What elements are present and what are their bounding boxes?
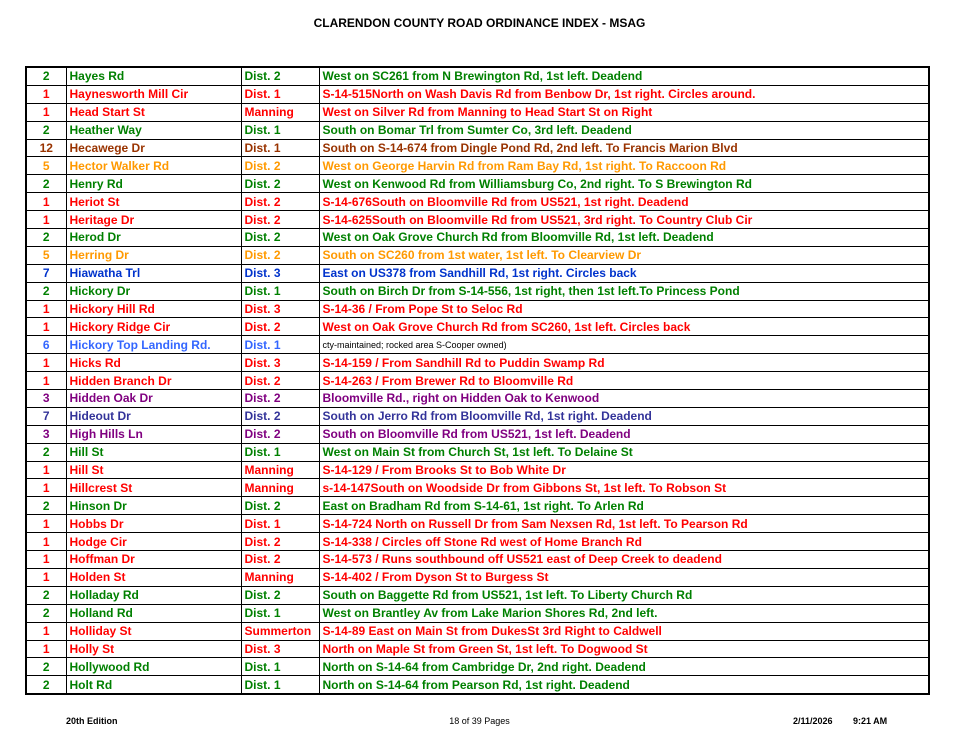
road-name-cell: Hoffman Dr bbox=[66, 551, 241, 569]
table-row bbox=[26, 229, 929, 247]
directions-cell: S-14-573 / Runs southbound off US521 east of Deep Creek to deadend bbox=[319, 551, 929, 569]
district-cell: Dist. 1 bbox=[241, 658, 319, 676]
directions-cell: South on Birch Dr from S-14-556, 1st right, then 1st left.To Princess Pond bbox=[319, 282, 929, 300]
road-name-cell: Hector Walker Rd bbox=[66, 157, 241, 175]
road-name-cell: Head Start St bbox=[66, 103, 241, 121]
road-name-cell: Holland Rd bbox=[66, 604, 241, 622]
district-cell: Dist. 2 bbox=[241, 193, 319, 211]
road-name-cell: Hideout Dr bbox=[66, 407, 241, 425]
district-cell: Dist. 1 bbox=[241, 676, 319, 694]
route-count-cell: 1 bbox=[26, 372, 66, 390]
route-count-cell: 2 bbox=[26, 497, 66, 515]
road-name-cell: Hollywood Rd bbox=[66, 658, 241, 676]
directions-cell: Bloomville Rd., right on Hidden Oak to Kenwood bbox=[319, 390, 929, 408]
table-row bbox=[26, 425, 929, 443]
district-cell: Dist. 2 bbox=[241, 318, 319, 336]
directions-cell: West on Oak Grove Church Rd from SC260, 1st left. Circles back bbox=[319, 318, 929, 336]
directions-cell: West on Silver Rd from Manning to Head Start St on Right bbox=[319, 103, 929, 121]
table-row bbox=[26, 264, 929, 282]
district-cell: Dist. 1 bbox=[241, 282, 319, 300]
district-cell: Dist. 2 bbox=[241, 425, 319, 443]
table-row bbox=[26, 622, 929, 640]
directions-cell: North on Maple St from Green St, 1st left. To Dogwood St bbox=[319, 640, 929, 658]
district-cell: Dist. 2 bbox=[241, 586, 319, 604]
road-name-cell: Holly St bbox=[66, 640, 241, 658]
table-row bbox=[26, 282, 929, 300]
table-row bbox=[26, 551, 929, 569]
table-row bbox=[26, 497, 929, 515]
route-count-cell: 1 bbox=[26, 300, 66, 318]
table-row bbox=[26, 157, 929, 175]
district-cell: Dist. 3 bbox=[241, 354, 319, 372]
road-name-cell: Hodge Cir bbox=[66, 533, 241, 551]
route-count-cell: 1 bbox=[26, 103, 66, 121]
district-cell: Summerton bbox=[241, 622, 319, 640]
route-count-cell: 1 bbox=[26, 354, 66, 372]
table-row bbox=[26, 533, 929, 551]
route-count-cell: 7 bbox=[26, 264, 66, 282]
road-index-table bbox=[25, 66, 930, 695]
directions-cell: North on S-14-64 from Pearson Rd, 1st right. Deadend bbox=[319, 676, 929, 694]
road-name-cell: High Hills Ln bbox=[66, 425, 241, 443]
table-row bbox=[26, 604, 929, 622]
page-title: CLARENDON COUNTY ROAD ORDINANCE INDEX - MSAG bbox=[313, 16, 646, 30]
directions-cell: S-14-676South on Bloomville Rd from US521, 1st right. Deadend bbox=[319, 193, 929, 211]
road-name-cell: Hickory Ridge Cir bbox=[66, 318, 241, 336]
district-cell: Dist. 1 bbox=[241, 604, 319, 622]
district-cell: Dist. 2 bbox=[241, 551, 319, 569]
road-name-cell: Hayes Rd bbox=[66, 67, 241, 85]
route-count-cell: 6 bbox=[26, 336, 66, 354]
table-row bbox=[26, 318, 929, 336]
route-count-cell: 2 bbox=[26, 676, 66, 694]
road-name-cell: Heriot St bbox=[66, 193, 241, 211]
directions-cell: S-14-724 North on Russell Dr from Sam Nexsen Rd, 1st left. To Pearson Rd bbox=[319, 515, 929, 533]
road-name-cell: Hicks Rd bbox=[66, 354, 241, 372]
directions-cell: West on Brantley Av from Lake Marion Shores Rd, 2nd left. bbox=[319, 604, 929, 622]
directions-cell: S-14-36 / From Pope St to Seloc Rd bbox=[319, 300, 929, 318]
directions-cell: West on Kenwood Rd from Williamsburg Co, 2nd right. To S Brewington Rd bbox=[319, 175, 929, 193]
road-name-cell: Hill St bbox=[66, 443, 241, 461]
district-cell: Dist. 2 bbox=[241, 407, 319, 425]
district-cell: Dist. 1 bbox=[241, 443, 319, 461]
route-count-cell: 1 bbox=[26, 85, 66, 103]
directions-cell: cty-maintained; rocked area S-Cooper owned) bbox=[319, 336, 929, 354]
directions-cell: S-14-159 / From Sandhill Rd to Puddin Swamp Rd bbox=[319, 354, 929, 372]
table-row bbox=[26, 390, 929, 408]
directions-cell: s-14-147South on Woodside Dr from Gibbons St, 1st left. To Robson St bbox=[319, 479, 929, 497]
district-cell: Dist. 2 bbox=[241, 390, 319, 408]
route-count-cell: 12 bbox=[26, 139, 66, 157]
road-name-cell: Haynesworth Mill Cir bbox=[66, 85, 241, 103]
table-row bbox=[26, 246, 929, 264]
directions-cell: West on George Harvin Rd from Ram Bay Rd, 1st right. To Raccoon Rd bbox=[319, 157, 929, 175]
road-name-cell: Hickory Hill Rd bbox=[66, 300, 241, 318]
table-row bbox=[26, 300, 929, 318]
road-name-cell: Holden St bbox=[66, 568, 241, 586]
route-count-cell: 1 bbox=[26, 551, 66, 569]
route-count-cell: 1 bbox=[26, 318, 66, 336]
directions-cell: South on Baggette Rd from US521, 1st left. To Liberty Church Rd bbox=[319, 586, 929, 604]
route-count-cell: 2 bbox=[26, 67, 66, 85]
road-name-cell: Hill St bbox=[66, 461, 241, 479]
district-cell: Manning bbox=[241, 461, 319, 479]
directions-cell: East on Bradham Rd from S-14-61, 1st right. To Arlen Rd bbox=[319, 497, 929, 515]
road-name-cell: Hickory Top Landing Rd. bbox=[66, 336, 241, 354]
route-count-cell: 1 bbox=[26, 533, 66, 551]
table-row bbox=[26, 103, 929, 121]
table-row bbox=[26, 479, 929, 497]
print-time: 9:21 AM bbox=[853, 716, 888, 726]
road-name-cell: Heather Way bbox=[66, 121, 241, 139]
table-row bbox=[26, 586, 929, 604]
road-name-cell: Hidden Oak Dr bbox=[66, 390, 241, 408]
directions-cell: S-14-402 / From Dyson St to Burgess St bbox=[319, 568, 929, 586]
table-row bbox=[26, 175, 929, 193]
route-count-cell: 1 bbox=[26, 211, 66, 229]
district-cell: Dist. 1 bbox=[241, 139, 319, 157]
route-count-cell: 7 bbox=[26, 407, 66, 425]
route-count-cell: 1 bbox=[26, 193, 66, 211]
route-count-cell: 1 bbox=[26, 568, 66, 586]
road-name-cell: Hecawege Dr bbox=[66, 139, 241, 157]
route-count-cell: 1 bbox=[26, 515, 66, 533]
table-row bbox=[26, 676, 929, 694]
district-cell: Dist. 3 bbox=[241, 264, 319, 282]
road-name-cell: Hinson Dr bbox=[66, 497, 241, 515]
page-count: 18 of 39 Pages bbox=[449, 716, 510, 726]
district-cell: Dist. 2 bbox=[241, 157, 319, 175]
road-name-cell: Hobbs Dr bbox=[66, 515, 241, 533]
district-cell: Dist. 2 bbox=[241, 497, 319, 515]
edition-label: 20th Edition bbox=[66, 716, 118, 726]
table-row bbox=[26, 139, 929, 157]
district-cell: Dist. 1 bbox=[241, 85, 319, 103]
route-count-cell: 2 bbox=[26, 658, 66, 676]
district-cell: Dist. 2 bbox=[241, 229, 319, 247]
route-count-cell: 5 bbox=[26, 246, 66, 264]
route-count-cell: 5 bbox=[26, 157, 66, 175]
district-cell: Dist. 2 bbox=[241, 211, 319, 229]
district-cell: Dist. 3 bbox=[241, 300, 319, 318]
directions-cell: S-14-263 / From Brewer Rd to Bloomville Rd bbox=[319, 372, 929, 390]
route-count-cell: 1 bbox=[26, 640, 66, 658]
route-count-cell: 2 bbox=[26, 586, 66, 604]
route-count-cell: 2 bbox=[26, 175, 66, 193]
directions-cell: S-14-129 / From Brooks St to Bob White Dr bbox=[319, 461, 929, 479]
road-name-cell: Hiawatha Trl bbox=[66, 264, 241, 282]
district-cell: Dist. 1 bbox=[241, 121, 319, 139]
table-row bbox=[26, 568, 929, 586]
route-count-cell: 2 bbox=[26, 121, 66, 139]
directions-cell: S-14-625South on Bloomville Rd from US521, 3rd right. To Country Club Cir bbox=[319, 211, 929, 229]
table-row bbox=[26, 640, 929, 658]
table-row bbox=[26, 193, 929, 211]
route-count-cell: 1 bbox=[26, 479, 66, 497]
route-count-cell: 2 bbox=[26, 604, 66, 622]
district-cell: Manning bbox=[241, 568, 319, 586]
table-row bbox=[26, 336, 929, 354]
route-count-cell: 2 bbox=[26, 229, 66, 247]
road-name-cell: Heritage Dr bbox=[66, 211, 241, 229]
district-cell: Dist. 1 bbox=[241, 336, 319, 354]
road-name-cell: Hickory Dr bbox=[66, 282, 241, 300]
route-count-cell: 2 bbox=[26, 282, 66, 300]
directions-cell: South on SC260 from 1st water, 1st left. To Clearview Dr bbox=[319, 246, 929, 264]
directions-cell: North on S-14-64 from Cambridge Dr, 2nd right. Deadend bbox=[319, 658, 929, 676]
table-row bbox=[26, 443, 929, 461]
district-cell: Dist. 2 bbox=[241, 533, 319, 551]
table-row bbox=[26, 658, 929, 676]
route-count-cell: 3 bbox=[26, 390, 66, 408]
road-name-cell: Herring Dr bbox=[66, 246, 241, 264]
print-date: 2/11/2026 bbox=[793, 716, 833, 726]
directions-cell: South on Bomar Trl from Sumter Co, 3rd left. Deadend bbox=[319, 121, 929, 139]
district-cell: Dist. 2 bbox=[241, 372, 319, 390]
road-name-cell: Henry Rd bbox=[66, 175, 241, 193]
route-count-cell: 1 bbox=[26, 461, 66, 479]
district-cell: Manning bbox=[241, 103, 319, 121]
district-cell: Dist. 1 bbox=[241, 515, 319, 533]
route-count-cell: 3 bbox=[26, 425, 66, 443]
directions-cell: West on SC261 from N Brewington Rd, 1st left. Deadend bbox=[319, 67, 929, 85]
route-count-cell: 2 bbox=[26, 443, 66, 461]
road-name-cell: Herod Dr bbox=[66, 229, 241, 247]
directions-cell: West on Oak Grove Church Rd from Bloomville Rd, 1st left. Deadend bbox=[319, 229, 929, 247]
district-cell: Dist. 2 bbox=[241, 246, 319, 264]
table-row bbox=[26, 515, 929, 533]
directions-cell: West on Main St from Church St, 1st left. To Delaine St bbox=[319, 443, 929, 461]
road-name-cell: Hidden Branch Dr bbox=[66, 372, 241, 390]
district-cell: Dist. 2 bbox=[241, 67, 319, 85]
directions-cell: S-14-515North on Wash Davis Rd from Benbow Dr, 1st right. Circles around. bbox=[319, 85, 929, 103]
directions-cell: South on Bloomville Rd from US521, 1st left. Deadend bbox=[319, 425, 929, 443]
route-count-cell: 1 bbox=[26, 622, 66, 640]
directions-cell: South on Jerro Rd from Bloomville Rd, 1st right. Deadend bbox=[319, 407, 929, 425]
district-cell: Dist. 2 bbox=[241, 175, 319, 193]
directions-cell: East on US378 from Sandhill Rd, 1st right. Circles back bbox=[319, 264, 929, 282]
table-row bbox=[26, 211, 929, 229]
table-row bbox=[26, 461, 929, 479]
road-name-cell: Holliday St bbox=[66, 622, 241, 640]
table-row bbox=[26, 372, 929, 390]
directions-cell: S-14-338 / Circles off Stone Rd west of Home Branch Rd bbox=[319, 533, 929, 551]
district-cell: Manning bbox=[241, 479, 319, 497]
directions-cell: S-14-89 East on Main St from DukesSt 3rd Right to Caldwell bbox=[319, 622, 929, 640]
directions-cell: South on S-14-674 from Dingle Pond Rd, 2nd left. To Francis Marion Blvd bbox=[319, 139, 929, 157]
road-name-cell: Hillcrest St bbox=[66, 479, 241, 497]
table-row bbox=[26, 67, 929, 85]
district-cell: Dist. 3 bbox=[241, 640, 319, 658]
table-row bbox=[26, 85, 929, 103]
table-row bbox=[26, 121, 929, 139]
table-row bbox=[26, 354, 929, 372]
road-name-cell: Holladay Rd bbox=[66, 586, 241, 604]
table-row bbox=[26, 407, 929, 425]
road-name-cell: Holt Rd bbox=[66, 676, 241, 694]
